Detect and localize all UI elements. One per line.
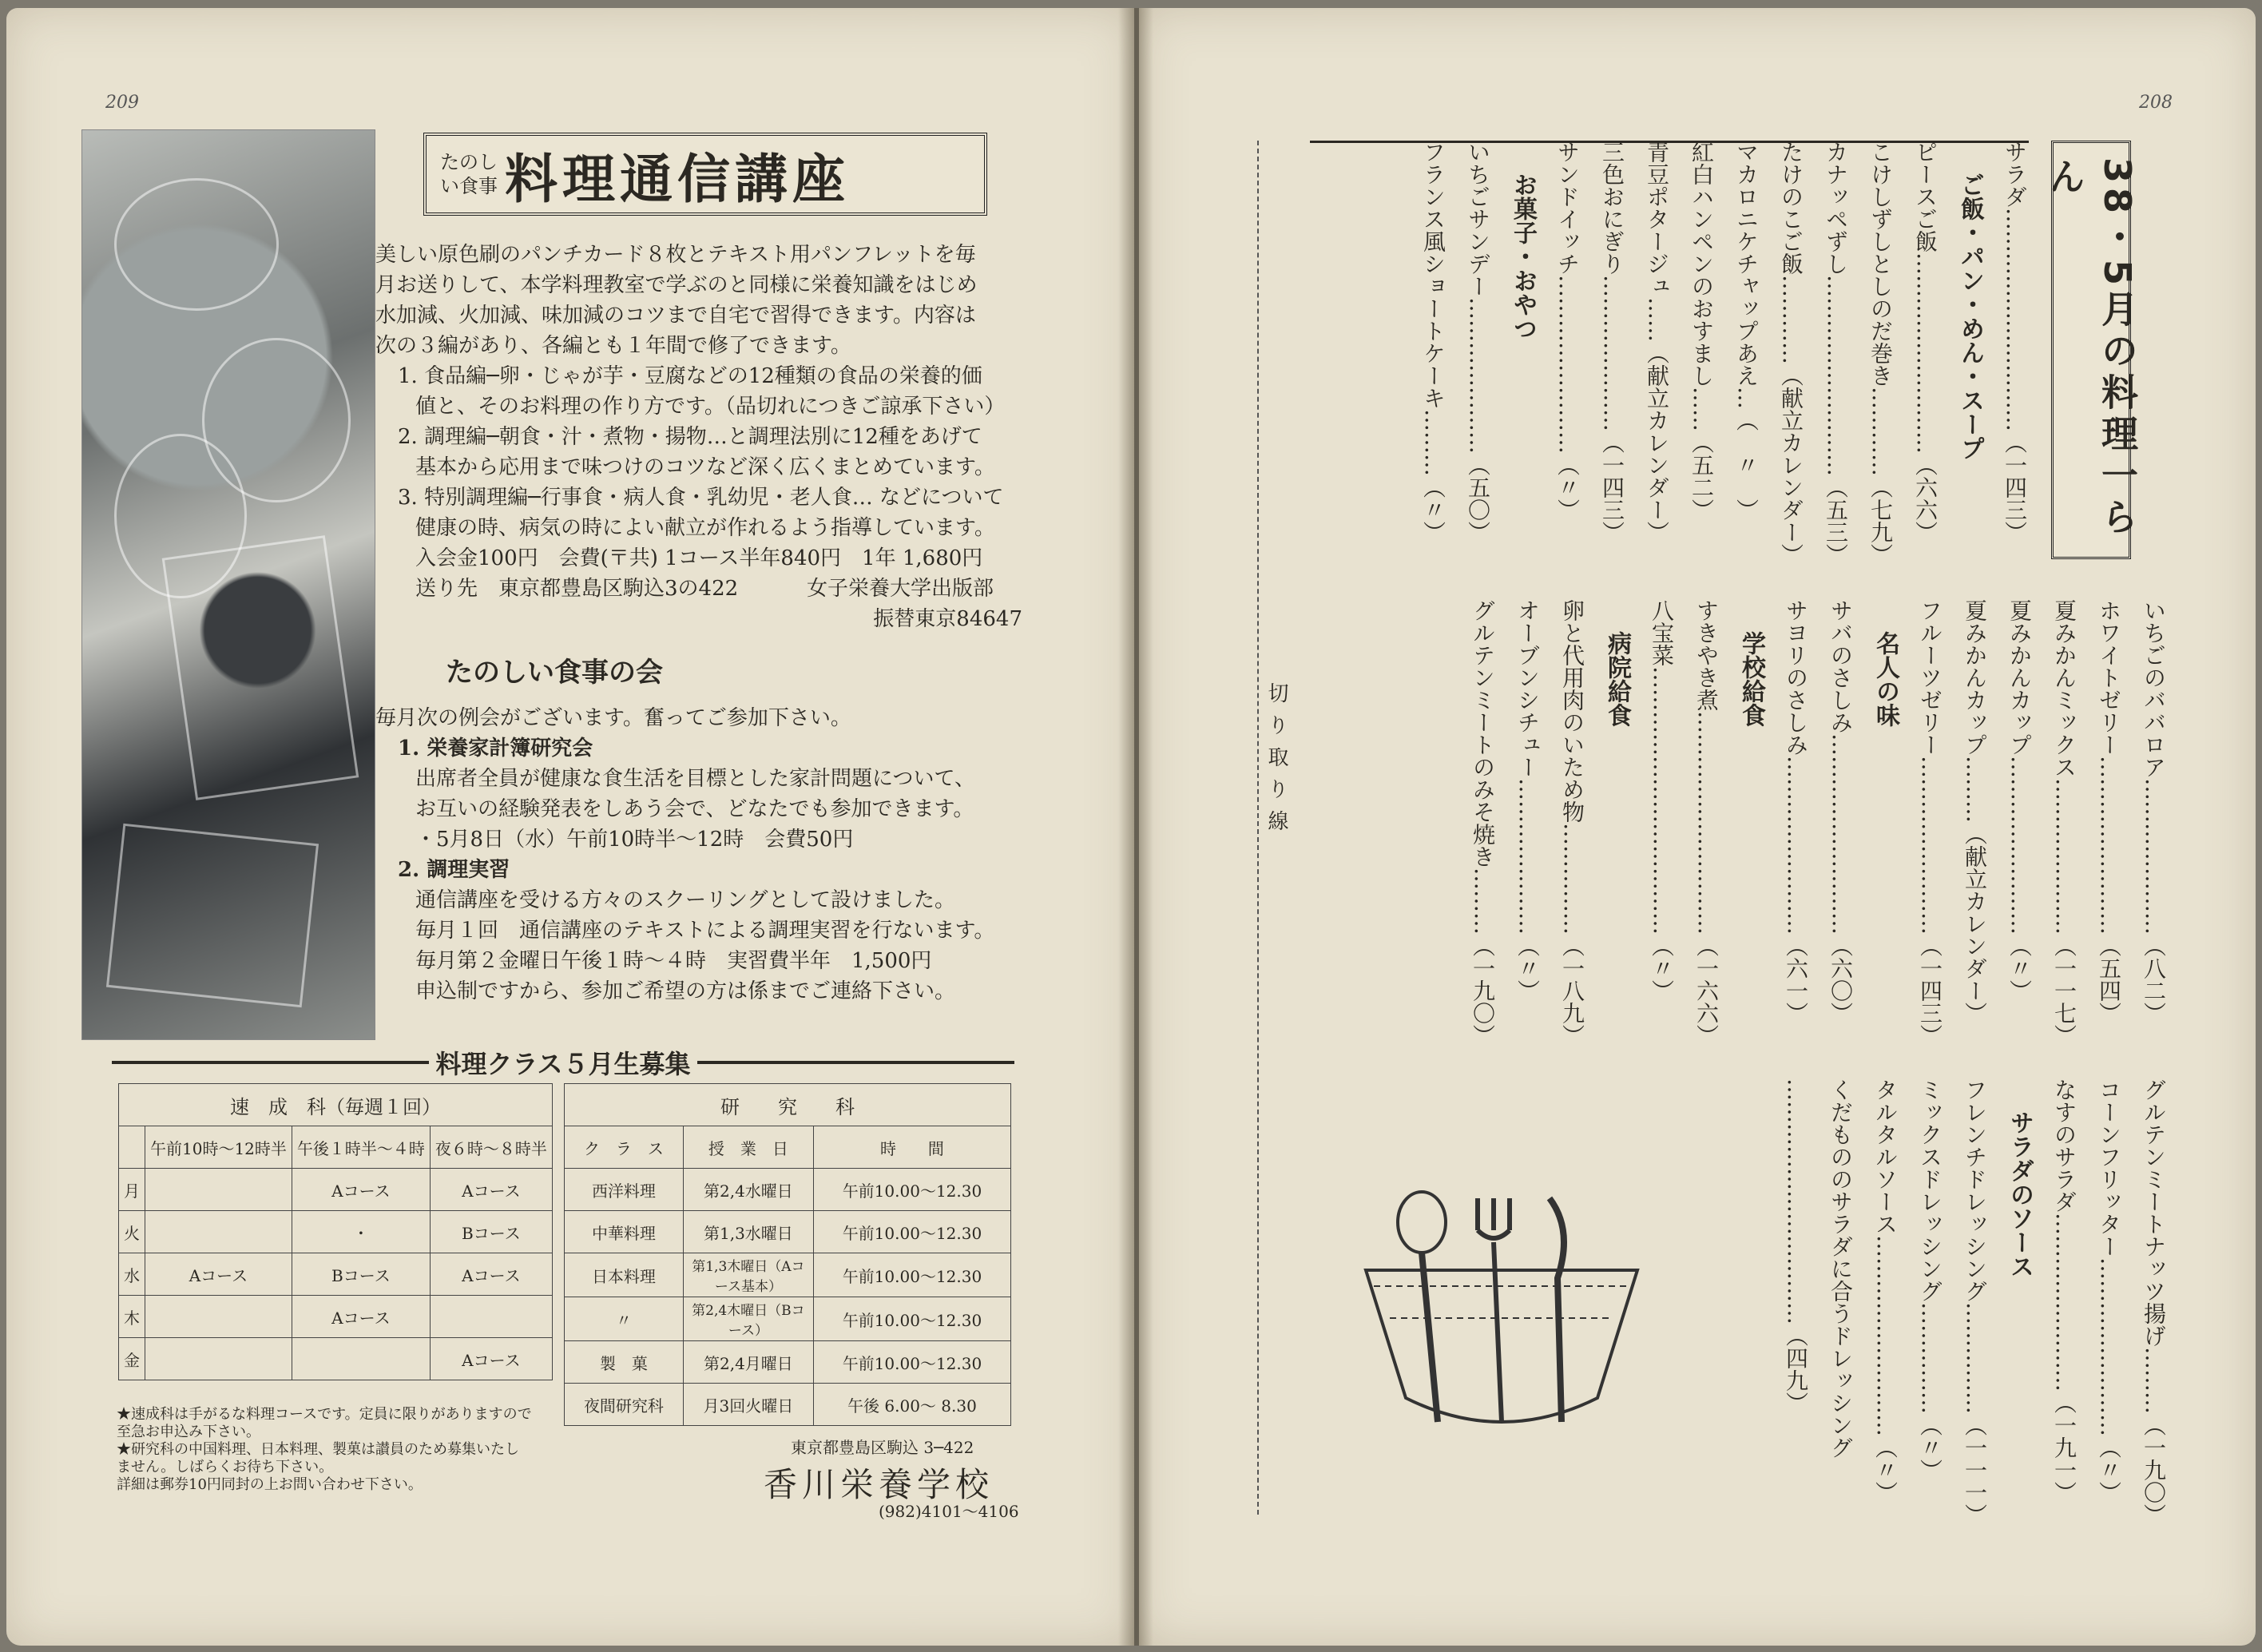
table-cell: ・ <box>292 1211 430 1253</box>
club-item: お互いの経験発表をしあう会で、どなたでも参加できます。 <box>415 797 974 821</box>
table-cell: 木 <box>119 1296 145 1338</box>
table1-col <box>119 1126 145 1169</box>
club-intro: 毎月次の例会がございます。奮ってご参加下さい。 <box>375 706 851 730</box>
table-cell: Bコース <box>292 1253 430 1296</box>
table1-col: 午前10時〜12時半 <box>145 1126 292 1169</box>
table-row <box>119 1169 553 1211</box>
menu-entry: 夏みかんカップ………（献立カレンダー） <box>1962 599 1988 1024</box>
table1-col: 夜６時〜８時半 <box>430 1126 552 1169</box>
book-gutter <box>1118 8 1153 1646</box>
menu-entry: なすのサラダ……………………（一九一） <box>2051 1078 2077 1503</box>
table2-title: 研 究 科 <box>565 1084 1011 1126</box>
quick-course-table <box>118 1083 553 1380</box>
publisher: 女子栄養大学出版部 <box>807 577 994 601</box>
menu-entry: サバのさしみ………………………（六〇） <box>1827 599 1854 1024</box>
note-line: ★研究科の中国料理、日本料理、製菓は讃員のため募集いたしません。しばらくお待ち下さい。 <box>117 1441 519 1475</box>
school-telephone: (982)4101〜4106 <box>879 1502 1019 1521</box>
table-row <box>565 1253 1011 1297</box>
account-number: 振替東京84647 <box>873 607 1022 631</box>
table-row <box>565 1211 1011 1253</box>
title-small: たのしい食事 <box>440 151 498 197</box>
menu-entry: サヨリのさしみ……………………（六一） <box>1783 599 1809 1024</box>
table-cell <box>145 1169 292 1211</box>
table-cell: 午前10.00〜12.30 <box>813 1169 1010 1211</box>
menu-entry: 夏みかんカップ……………………（〃） <box>2006 599 2033 1002</box>
title-big: 料理通信講座 <box>505 148 850 210</box>
menu-entry: ミックスドレッシング……………（〃） <box>1917 1078 1943 1481</box>
school-name: 香川栄養学校 <box>764 1465 994 1504</box>
class-recruitment-header <box>112 1046 1014 1078</box>
table-cell: 午前10.00〜12.30 <box>813 1297 1010 1341</box>
table-cell: 日本料理 <box>565 1253 684 1297</box>
club-title: たのしい食事の会 <box>446 657 663 689</box>
table-cell <box>145 1211 292 1253</box>
course-description <box>375 240 1038 634</box>
menu-entry: サンドイッチ……………………（〃） <box>1554 141 1581 521</box>
table-cell: Bコース <box>430 1211 552 1253</box>
menu-section-heading: 学校給食 <box>1737 631 1765 727</box>
table-row <box>565 1341 1011 1384</box>
menu-section-heading: 名人の味 <box>1871 631 1899 727</box>
table-cell: 水 <box>119 1253 145 1296</box>
menu-entry: すきやき煮…………………………（一六六） <box>1693 599 1720 1046</box>
table-cell: 午後 6.00〜 8.30 <box>813 1384 1010 1426</box>
club-item: 1. 栄養家計簿研究会 <box>398 737 593 760</box>
menu-entry: 八宝菜………………………………（〃） <box>1649 599 1675 1002</box>
menu-entry: こけしずしとしのだ巻き…………（七九） <box>1867 141 1894 566</box>
menu-entry: オーブンシチュー…………………（〃） <box>1514 599 1541 1002</box>
table-cell <box>145 1338 292 1380</box>
course-item: 値と、そのお料理の作り方です。（品切れにつきご諒承下さい） <box>415 395 1006 419</box>
class-header-label: 料理クラス５月生募集 <box>435 1049 691 1079</box>
course-item: 基本から応用まで味つけのコツなど深く広くまとめています。 <box>415 455 995 479</box>
table-cell: 〃 <box>565 1297 684 1341</box>
research-course-table <box>564 1083 1011 1426</box>
table-row <box>565 1384 1011 1426</box>
menu-entry: マカロニケチャップあえ…（ 〃 ） <box>1733 141 1760 521</box>
table-cell <box>430 1296 552 1338</box>
menu-entry: カナッペずし………………………（五三） <box>1823 141 1849 566</box>
note-line: ★速成科は手がるな料理コースです。定員に限りがありますので至急お申込み下さい。 <box>117 1406 532 1440</box>
menu-entry: たけのこご飯…………（献立カレンダー） <box>1778 141 1804 566</box>
table-cell <box>145 1296 292 1338</box>
menu-section-heading: お菓子・おやつ <box>1509 173 1537 340</box>
class-notes <box>117 1406 532 1494</box>
menu-entry: コーンフリッター……………………（〃） <box>2096 1078 2122 1503</box>
table-cell: 午前10.00〜12.30 <box>813 1341 1010 1384</box>
table-cell: 第2,4木曜日（Bコース） <box>683 1297 813 1341</box>
menu-entry: フレンチドレッシング……………（一一一） <box>1962 1078 1988 1526</box>
table-cell: Aコース <box>145 1253 292 1296</box>
menu-entry: サラダ…………………………（一四三） <box>2002 141 2028 543</box>
intro-line: 水加減、火加減、味加減のコツまで自宅で習得できます。内容は <box>375 304 976 328</box>
table-cell: 第1,3水曜日 <box>683 1211 813 1253</box>
menu-entry: ……………………………（四九） <box>1783 1078 1809 1414</box>
club-item: 通信講座を受ける方々のスクーリングとして設けました。 <box>415 888 956 912</box>
table-cell: 午前10.00〜12.30 <box>813 1253 1010 1297</box>
fees: 入会金100円 会費(〒共) 1コース半年840円 1年 1,680円 <box>415 546 983 570</box>
table-cell: Aコース <box>292 1296 430 1338</box>
table-cell: 西洋料理 <box>565 1169 684 1211</box>
intro-line: 次の３編があり、各編とも１年間で修了できます。 <box>375 334 851 358</box>
intro-line: 月お送りして、本学料理教室で学ぶのと同様に栄養知識をはじめ <box>375 273 978 297</box>
club-item: 出席者全員が健康な食生活を目標とした家計問題について、 <box>415 767 975 791</box>
table-cell: 午前10.00〜12.30 <box>813 1211 1010 1253</box>
table-cell: 第1,3木曜日（Aコース基本） <box>683 1253 813 1297</box>
table2-col: 時 間 <box>813 1126 1010 1169</box>
table1-title: 速 成 科（毎週１回） <box>119 1084 553 1126</box>
menu-section-heading: ご飯・パン・めん・スープ <box>1956 173 1984 460</box>
table1-col: 午後１時半〜４時 <box>292 1126 430 1169</box>
club-item: 毎月第２金曜日午後１時〜４時 実習費半年 1,500円 <box>415 949 932 973</box>
table2-col: ク ラ ス <box>565 1126 684 1169</box>
table-cell: Aコース <box>430 1338 552 1380</box>
table-cell: 中華料理 <box>565 1211 684 1253</box>
intro-line: 美しい原色刷のパンチカード８枚とテキスト用パンフレットを毎 <box>375 243 976 267</box>
menu-entry: ピースご飯………………………（六六） <box>1912 141 1939 543</box>
club-item: 申込制ですから、参加ご希望の方は係までご連絡下さい。 <box>415 979 956 1003</box>
menu-entry: 三色おにぎり…………………（一四三） <box>1599 141 1625 543</box>
club-item: 2. 調理実習 <box>398 858 510 882</box>
club-description <box>375 703 1038 1007</box>
page-number-right: 208 <box>2139 93 2173 113</box>
send-to-address: 送り先 東京都豊島区駒込3の422 <box>415 577 739 601</box>
menu-entry: くだもののサラダに合うドレッシング <box>1827 1078 1854 1459</box>
table-cell: 夜間研究科 <box>565 1384 684 1426</box>
table-row <box>119 1211 553 1253</box>
cookbook-photo <box>81 129 375 1040</box>
menu-entry: 夏みかんミックス…………………（一一七） <box>2051 599 2077 1046</box>
table-cell: 第2,4水曜日 <box>683 1169 813 1211</box>
menu-entry: フランス風ショートケーキ………（〃） <box>1420 141 1446 543</box>
table2-col: 授 業 日 <box>683 1126 813 1169</box>
table-cell: 第2,4月曜日 <box>683 1341 813 1384</box>
table-cell: 金 <box>119 1338 145 1380</box>
table-cell: Aコース <box>430 1169 552 1211</box>
course-title-box <box>423 133 987 216</box>
menu-list-header: 38・5月の料理一らん <box>2051 141 2131 559</box>
club-item: 毎月１回 通信講座のテキストによる調理実習を行ないます。 <box>415 919 995 943</box>
menu-entry: 紅白ハンペンのおすまし……（五二） <box>1689 141 1715 521</box>
send-to <box>375 574 1038 604</box>
menu-entry: グルテンミートのみそ焼き………（一九〇） <box>1470 599 1496 1046</box>
table-cell: 月 <box>119 1169 145 1211</box>
table-row <box>119 1296 553 1338</box>
menu-entry: グルテンミートナッツ揚げ………（一九〇） <box>2141 1078 2167 1526</box>
menu-entry: いちごのババロア…………………（八二） <box>2141 599 2167 1024</box>
menu-entry: フルーツゼリー……………………（一四三） <box>1917 599 1943 1046</box>
table-cell: 月3回火曜日 <box>683 1384 813 1426</box>
menu-entry: タルタルソース………………………（〃） <box>1872 1078 1899 1503</box>
menu-entry: ホワイトゼリー……………………（五四） <box>2096 599 2122 1024</box>
menu-entry: 青豆ポタージュ……（献立カレンダー） <box>1644 141 1670 543</box>
course-item: 1. 食品編─卵・じゃが芋・豆腐などの12種類の食品の栄養的価 <box>398 364 982 388</box>
table-row <box>119 1338 553 1380</box>
menu-entry: いちごサンデー…………………（五〇） <box>1465 141 1491 543</box>
page-number-left: 209 <box>105 93 139 113</box>
cut-line-label: 切り取り線 <box>1262 679 1292 845</box>
school-address: 東京都豊島区駒込 3─422 <box>791 1438 974 1457</box>
note-line: 詳細は郵券10円同封の上お問い合わせ下さい。 <box>117 1476 423 1493</box>
table-row <box>565 1169 1011 1211</box>
table-row <box>565 1297 1011 1341</box>
course-item: 健康の時、病気の時によい献立が作れるよう指導しています。 <box>415 516 995 540</box>
table-cell: Aコース <box>292 1169 430 1211</box>
menu-section-heading: 病院給食 <box>1603 631 1631 727</box>
menu-entry: 卵と代用肉のいため物……………（一八九） <box>1559 599 1585 1046</box>
table-cell: 製 菓 <box>565 1341 684 1384</box>
course-item: 3. 特別調理編─行事食・病人食・乳幼児・老人食… などについて <box>398 486 1004 510</box>
table-cell: Aコース <box>430 1253 552 1296</box>
table-cell: 火 <box>119 1211 145 1253</box>
table-cell <box>292 1338 430 1380</box>
course-item: 2. 調理編─朝食・汁・煮物・揚物…と調理法別に12種をあげて <box>398 425 982 449</box>
menu-section-heading: サラダのソース <box>2006 1110 2034 1278</box>
club-item: ・5月8日（水）午前10時半〜12時 会費50円 <box>415 828 854 852</box>
cut-line <box>1257 141 1259 1515</box>
cutlery-illustration <box>1358 1182 1645 1454</box>
table-row <box>119 1253 553 1296</box>
